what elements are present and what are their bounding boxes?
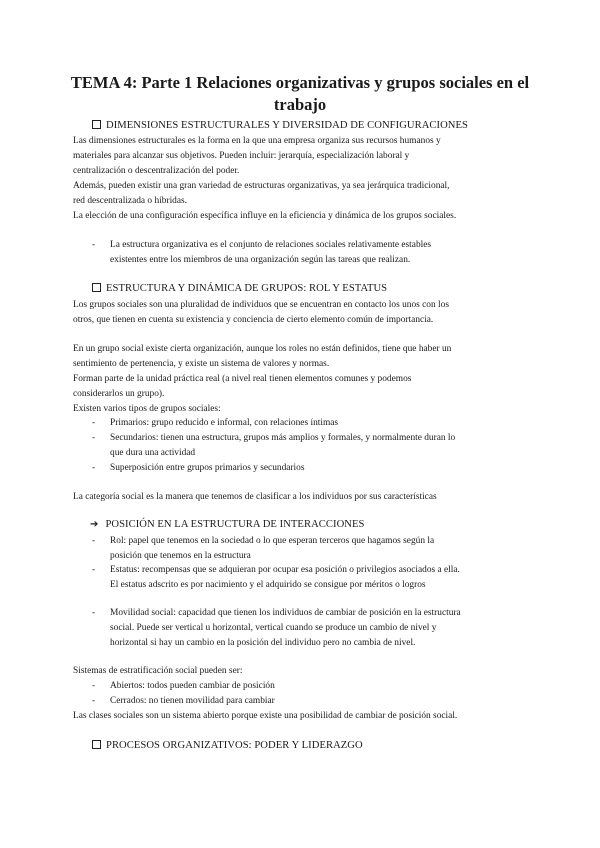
paragraph-line: materiales para alcanzar sus objetivos. Pueden incluir: jerarquía, especialización laboral y (73, 151, 410, 161)
paragraph-line: Las clases sociales son un sistema abierto porque existe una posibilidad de cambiar de posición social. (73, 711, 458, 721)
arrow-right-icon: ➔ (90, 519, 99, 530)
paragraph-line: Sistemas de estratificación social pueden ser: (73, 666, 243, 676)
section-heading-posicion: ➔ POSICIÓN EN LA ESTRUCTURA DE INTERACCIONES (90, 519, 365, 530)
title-line-1: TEMA 4: Parte 1 Relaciones organizativas y grupos sociales en el (70, 73, 530, 92)
paragraph-line: La elección de una configuración específica influye en la eficiencia y dinámica de los grupos sociales. (73, 211, 457, 221)
paragraph-line: La categoría social es la manera que tenemos de clasificar a los individuos por sus características (73, 492, 437, 502)
paragraph-line: Existen varios tipos de grupos sociales: (73, 404, 221, 414)
paragraph-line: considerarlos un grupo). (73, 389, 165, 399)
paragraph-line: Los grupos sociales son una pluralidad de individuos que se encuentran en contacto los unos con los (73, 300, 449, 310)
paragraph-line: En un grupo social existe cierta organización, aunque los roles no están definidos, tiene que haber un (73, 344, 452, 354)
list-item: - La estructura organizativa es el conjunto de relaciones sociales relativamente estables existentes entre los miembros de una organización según las tareas que realizan. (92, 240, 432, 265)
list-item: - Secundarios: tienen una estructura, grupos más amplios y formales, y normalmente duran lo que dura una actividad (92, 433, 456, 458)
paragraph-line: Las dimensiones estructurales es la forma en la que una empresa organiza sus recursos humanos y (73, 136, 441, 146)
checkbox-icon[interactable] (92, 120, 101, 129)
paragraph-line: otros, que tienen en cuenta su existencia y conciencia de cierto elemento común de importancia. (73, 315, 434, 325)
page-title (70, 72, 530, 116)
list-item: - Estatus: recompensas que se adquieran por ocupar esa posición o privilegios asociados a ella. El estatus adscrito es por nacimiento y el adquirido se consigue por méritos o logros (92, 565, 460, 590)
section-heading-estructura: ESTRUCTURA Y DINÁMICA DE GRUPOS: ROL Y ESTATUS (92, 282, 387, 296)
list-item: - Primarios: grupo reducido e informal, con relaciones íntimas (92, 418, 339, 428)
bullet-dash: - (92, 240, 96, 250)
paragraph-line: sentimiento de pertenencia, y existe un sistema de valores y normas. (73, 359, 330, 369)
list-item: - Abiertos: todos pueden cambiar de posición (92, 681, 275, 691)
paragraph-line: Además, pueden existir una gran variedad de estructuras organizativas, ya sea jerárquica tradicional, (73, 181, 450, 191)
paragraph-line: Forman parte de la unidad práctica real (a nivel real tienen elementos comunes y podemos (73, 374, 412, 384)
list-item: - Superposición entre grupos primarios y secundarios (92, 463, 305, 473)
list-item: - Movilidad social: capacidad que tienen los individuos de cambiar de posición en la estructura social. Puede ser vertical u horizontal, vertical cuando se produce un cambio de nivel y horizontal si hay un cambio en la posición del individuo pero no cambia de nivel. (92, 608, 461, 648)
list-item: - Cerrados: no tienen movilidad para cambiar (92, 696, 275, 706)
paragraph-line: red descentralizada o híbridas. (73, 196, 188, 206)
checkbox-icon[interactable] (92, 283, 101, 292)
section-heading-procesos: PROCESOS ORGANIZATIVOS: PODER Y LIDERAZGO (92, 739, 363, 753)
section-heading-dimensiones: DIMENSIONES ESTRUCTURALES Y DIVERSIDAD DE CONFIGURACIONES (92, 119, 468, 133)
checkbox-icon[interactable] (92, 740, 101, 749)
list-item: - Rol: papel que tenemos en la sociedad o lo que esperan terceros que hagamos según la posición que tenemos en la estructura (92, 536, 435, 561)
paragraph-line: centralización o descentralización del poder. (73, 166, 240, 176)
title-line-2: trabajo (273, 95, 327, 114)
